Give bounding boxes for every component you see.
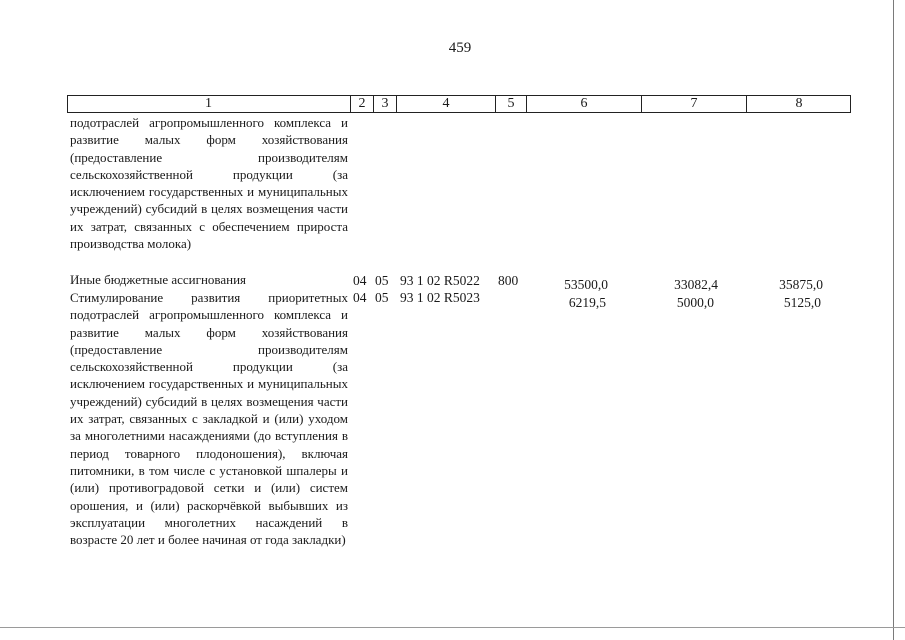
table-header-row [67,95,851,113]
column-header-6: 6 [526,96,641,112]
row-3-subsection-code: 05 [375,290,389,305]
row-2-target-article: 93 1 02 R5022 [400,273,480,288]
column-header-2: 2 [350,96,373,112]
column-header-8: 8 [746,96,851,112]
row-3-amount-col7: 5000,0 [676,295,714,310]
row-2-section-code: 04 [353,273,367,288]
column-header-7: 7 [641,96,746,112]
row-3-section-code: 04 [353,290,367,305]
row-2-amount-col7: 33082,4 [674,277,718,292]
column-header-3: 3 [373,96,396,112]
column-header-1: 1 [205,96,212,111]
scan-edge-bottom [0,627,905,628]
row-3-amount-col6: 6219,5 [568,295,606,310]
row-2-subsection-code: 05 [375,273,389,288]
row-3-target-article: 93 1 02 R5023 [400,290,480,305]
page-number: 459 [448,40,472,56]
row-2-expense-type: 800 [498,273,519,288]
row-2-description: Иные бюджетные ассигнования [70,272,247,287]
column-header-5: 5 [495,96,526,112]
row-2-amount-col8: 35875,0 [779,277,823,292]
scan-edge-right [893,0,894,640]
column-header-4: 4 [396,96,495,112]
row-3-description: Стимулирование развития приоритетных подотраслей агропромышленного комплекса и развитие малых форм хозяйствования (предоставление производителям сельскохозяйственной продукции (за исключением государственных и муниципальных учреждений) субсидий в целях возмещения части их затрат, связанных с закладкой и (или) уходом за многолетними насаждениями (до вступления в период товарного плодоношения), включая питомники, в том числе с установкой шпалеры и (или) противоградовой сетки и (или) систем орошения, и (или) раскорчёвкой выбывших из эксплуатации многолетних насаждений в возрасте 20 лет и более начиная от года закладки) [70,290,348,548]
row-2-amount-col6: 53500,0 [564,277,608,292]
row-1-description: подотраслей агропромышленного комплекса и развитие малых форм хозяйствования (предоставление производителям сельскохозяйственной продукции (за исключением государственных и муниципальных учреждений) субсидий в целях возмещения части их затрат, связанных с обеспечением прироста производства молока) [70,115,348,252]
row-3-amount-col8: 5125,0 [783,295,821,310]
